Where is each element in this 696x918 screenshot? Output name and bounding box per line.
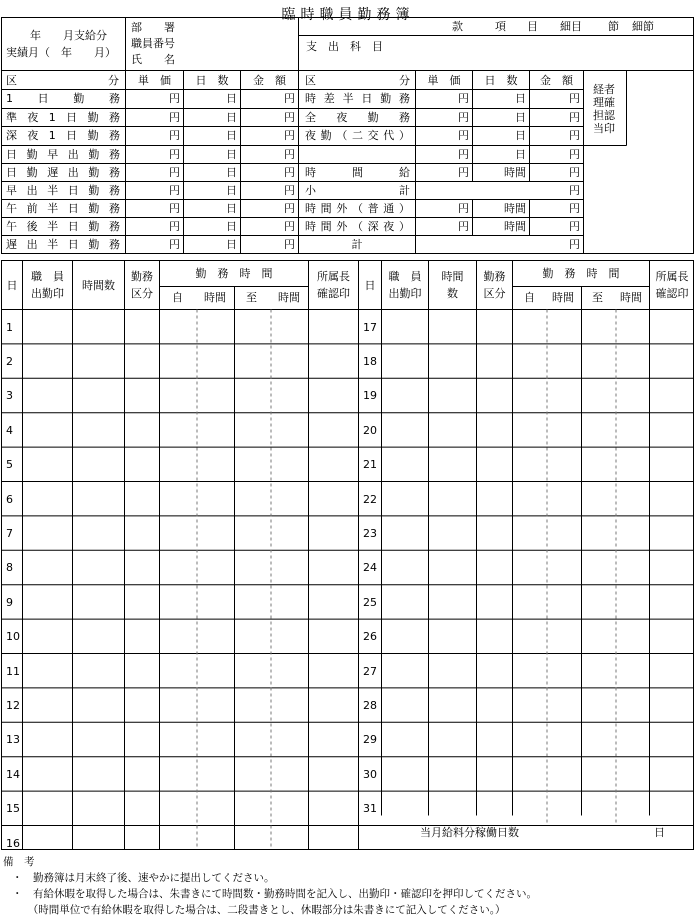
summary-left-row-label: 深 夜 1 日 勤 務 — [6, 129, 120, 142]
unit-yen: 円 — [569, 238, 580, 251]
day-number: 21 — [363, 458, 377, 471]
unit-yen: 円 — [169, 92, 180, 105]
day-number: 26 — [363, 630, 377, 643]
summary-left-row-label: 準 夜 1 日 勤 務 — [6, 111, 120, 124]
unit-yen: 円 — [284, 166, 295, 179]
day-number: 2 — [6, 355, 13, 368]
log-header-type-left-1: 勤務 — [131, 270, 153, 283]
unit-yen: 円 — [284, 184, 295, 197]
day-number: 10 — [6, 630, 20, 643]
log-header-worktime-left: 勤 務 時 間 — [195, 267, 273, 280]
unit-yen: 円 — [458, 220, 469, 233]
staff-no-label: 職員番号 — [131, 37, 175, 50]
budget-item-kan: 款 — [452, 20, 463, 33]
approver-stamp-label: 経者 理確 担認 当印 — [593, 83, 615, 135]
unit-yen: 円 — [569, 129, 580, 142]
summary-right-header-unit-price: 単 価 — [427, 74, 461, 87]
unit-yen: 円 — [284, 220, 295, 233]
day-number: 22 — [363, 493, 377, 506]
summary-left-header-bun: 分 — [108, 74, 119, 87]
day-number: 6 — [6, 493, 13, 506]
summary-right-row-label: 全 夜 勤 務 — [305, 111, 410, 124]
unit-yen: 円 — [458, 111, 469, 124]
day-number: 27 — [363, 665, 377, 678]
summary-right-row-label: 時 間 外 （ 普 通 ） — [305, 202, 410, 215]
log-header-chief-left-2: 確認印 — [317, 287, 350, 300]
day-number: 11 — [6, 665, 20, 678]
log-header-stamp-right-1: 職 員 — [388, 270, 422, 283]
unit-yen: 円 — [458, 92, 469, 105]
summary-right-row-label: 時 間 外 （ 深 夜 ） — [305, 220, 410, 233]
budget-item-saimoku: 細目 — [560, 20, 582, 33]
summary-left-row-label: 日 勤 遅 出 勤 務 — [6, 166, 120, 179]
remark-line: （時間単位で有給休暇を取得した場合は、二段書きとし、休暇部分は朱書きにて記入してください。） — [12, 904, 506, 916]
day-number: 16 — [6, 837, 20, 850]
monthly-days-unit: 日 — [654, 826, 665, 839]
name-label: 氏 名 — [131, 53, 175, 66]
unit-day: 日 — [226, 129, 237, 142]
day-number: 19 — [363, 389, 377, 402]
day-number: 4 — [6, 424, 13, 437]
summary-left-header-ku: 区 — [6, 74, 17, 87]
unit-yen: 円 — [284, 238, 295, 251]
unit-yen: 円 — [569, 220, 580, 233]
day-number: 15 — [6, 802, 20, 815]
unit-yen: 円 — [169, 129, 180, 142]
unit-day: 日 — [515, 111, 526, 124]
log-header-worktime-right: 勤 務 時 間 — [542, 267, 620, 280]
unit-yen: 円 — [169, 238, 180, 251]
unit-day: 日 — [226, 184, 237, 197]
log-header-to-right: 至 — [592, 291, 603, 304]
unit-day: 時間 — [504, 202, 526, 215]
log-header-chief-right-2: 確認印 — [655, 287, 689, 300]
unit-yen: 円 — [284, 92, 295, 105]
unit-yen: 円 — [569, 202, 580, 215]
day-number: 31 — [363, 802, 377, 815]
actual-month-label: 実績月（ 年 月） — [6, 46, 116, 59]
unit-day: 日 — [226, 220, 237, 233]
unit-yen: 円 — [284, 202, 295, 215]
budget-item-kou: 項 — [495, 20, 506, 33]
unit-day: 日 — [515, 129, 526, 142]
day-number: 29 — [363, 733, 377, 746]
unit-yen: 円 — [284, 148, 295, 161]
day-number: 1 — [6, 321, 13, 334]
unit-day: 日 — [226, 202, 237, 215]
day-number: 20 — [363, 424, 377, 437]
unit-yen: 円 — [569, 166, 580, 179]
log-header-stamp-right-2: 出勤印 — [388, 287, 422, 300]
unit-day: 日 — [515, 92, 526, 105]
day-number: 18 — [363, 355, 377, 368]
day-number: 23 — [363, 527, 377, 540]
unit-yen: 円 — [458, 202, 469, 215]
unit-day: 日 — [226, 238, 237, 251]
unit-day: 時間 — [504, 166, 526, 179]
unit-yen: 円 — [169, 166, 180, 179]
monthly-days-label: 当月給料分稼働日数 — [420, 826, 519, 839]
summary-right-header-days: 日 数 — [484, 74, 518, 87]
unit-day: 日 — [515, 148, 526, 161]
summary-right-header-bun: 分 — [399, 74, 410, 87]
summary-left-row-label: 遅 出 半 日 勤 務 — [6, 238, 120, 251]
log-header-to-hours-left: 時間 — [278, 291, 300, 304]
log-header-stamp-left-1: 職 員 — [31, 270, 64, 283]
unit-yen: 円 — [569, 111, 580, 124]
log-header-hours-right-2: 数 — [447, 287, 458, 300]
remark-line: ・ 有給休暇を取得した場合は、朱書きにて時間数・勤務時間を記入し、出勤印・確認印を押印してください。 — [12, 888, 537, 900]
unit-day: 日 — [226, 148, 237, 161]
summary-left-row-label: 早 出 半 日 勤 務 — [6, 184, 120, 197]
unit-day: 日 — [226, 111, 237, 124]
day-number: 14 — [6, 768, 20, 781]
remark-line: ・ 勤務簿は月末終了後、速やかに提出してください。 — [12, 872, 275, 884]
day-number: 3 — [6, 389, 13, 402]
summary-left-header-days: 日 数 — [195, 74, 229, 87]
log-header-day-right: 日 — [364, 279, 376, 292]
summary-right-row-label: 計 — [351, 238, 363, 251]
summary-right-header-ku: 区 — [305, 74, 316, 87]
summary-right-row-label: 時 差 半 日 勤 務 — [305, 92, 410, 105]
day-number: 5 — [6, 458, 13, 471]
summary-left-header-unit-price: 単 価 — [138, 74, 171, 87]
summary-left-header-amount: 金 額 — [253, 74, 286, 87]
summary-right-header-amount: 金 額 — [540, 74, 573, 87]
budget-item-setsu: 節 — [608, 20, 619, 33]
log-header-type-right-1: 勤務 — [483, 270, 506, 283]
log-header-to-hours-right: 時間 — [620, 291, 642, 304]
unit-day: 日 — [226, 92, 237, 105]
day-number: 9 — [6, 596, 13, 609]
log-header-chief-left-1: 所属長 — [317, 270, 350, 283]
unit-yen: 円 — [458, 166, 469, 179]
budget-item-saisetsu: 細節 — [632, 20, 654, 33]
pay-month-label: 年 月支給分 — [30, 29, 107, 42]
unit-yen: 円 — [169, 148, 180, 161]
log-header-from-hours-right: 時間 — [552, 291, 574, 304]
unit-yen: 円 — [169, 111, 180, 124]
day-number: 7 — [6, 527, 13, 540]
expense-item-label: 支 出 科 目 — [306, 40, 383, 53]
remarks-heading: 備 考 — [3, 856, 35, 868]
log-header-type-right-2: 区分 — [483, 287, 506, 300]
log-header-type-left-2: 区分 — [131, 287, 153, 300]
unit-yen: 円 — [458, 129, 469, 142]
log-header-day-left: 日 — [6, 279, 18, 292]
unit-yen: 円 — [284, 129, 295, 142]
unit-yen: 円 — [569, 92, 580, 105]
day-number: 8 — [6, 561, 13, 574]
day-number: 24 — [363, 561, 377, 574]
day-number: 30 — [363, 768, 377, 781]
log-header-from-left: 自 — [172, 291, 183, 304]
unit-yen: 円 — [569, 148, 580, 161]
unit-yen: 円 — [169, 220, 180, 233]
log-header-chief-right-1: 所属長 — [655, 270, 689, 283]
unit-day: 日 — [226, 166, 237, 179]
summary-left-row-label: 午 前 半 日 勤 務 — [6, 202, 120, 215]
day-number: 25 — [363, 596, 377, 609]
summary-left-row-label: 日 勤 早 出 勤 務 — [6, 148, 120, 161]
log-header-hours-left: 時間数 — [82, 279, 115, 292]
summary-left-row-label: 1 日 勤 務 — [6, 92, 120, 105]
unit-yen: 円 — [169, 202, 180, 215]
summary-right-row-label: 夜 勤 （ 二 交 代 ） — [305, 129, 410, 142]
budget-item-moku: 目 — [527, 20, 538, 33]
summary-right-row-label: 時 間 給 — [305, 166, 410, 179]
summary-right-row-label: 小 計 — [305, 184, 410, 197]
unit-yen: 円 — [569, 184, 580, 197]
log-header-stamp-left-2: 出勤印 — [31, 287, 64, 300]
log-header-hours-right-1: 時間 — [441, 270, 464, 283]
unit-yen: 円 — [169, 184, 180, 197]
log-header-from-right: 自 — [524, 291, 535, 304]
unit-day: 時間 — [504, 220, 526, 233]
unit-yen: 円 — [458, 148, 469, 161]
form-title: 臨時職員勤務簿 — [281, 7, 415, 23]
log-header-from-hours-left: 時間 — [204, 291, 226, 304]
dept-label: 部 署 — [131, 21, 175, 34]
unit-yen: 円 — [284, 111, 295, 124]
day-number: 28 — [363, 699, 377, 712]
day-number: 13 — [6, 733, 20, 746]
log-header-to-left: 至 — [246, 291, 257, 304]
day-number: 17 — [363, 321, 377, 334]
day-number: 12 — [6, 699, 20, 712]
summary-left-row-label: 午 後 半 日 勤 務 — [6, 220, 120, 233]
